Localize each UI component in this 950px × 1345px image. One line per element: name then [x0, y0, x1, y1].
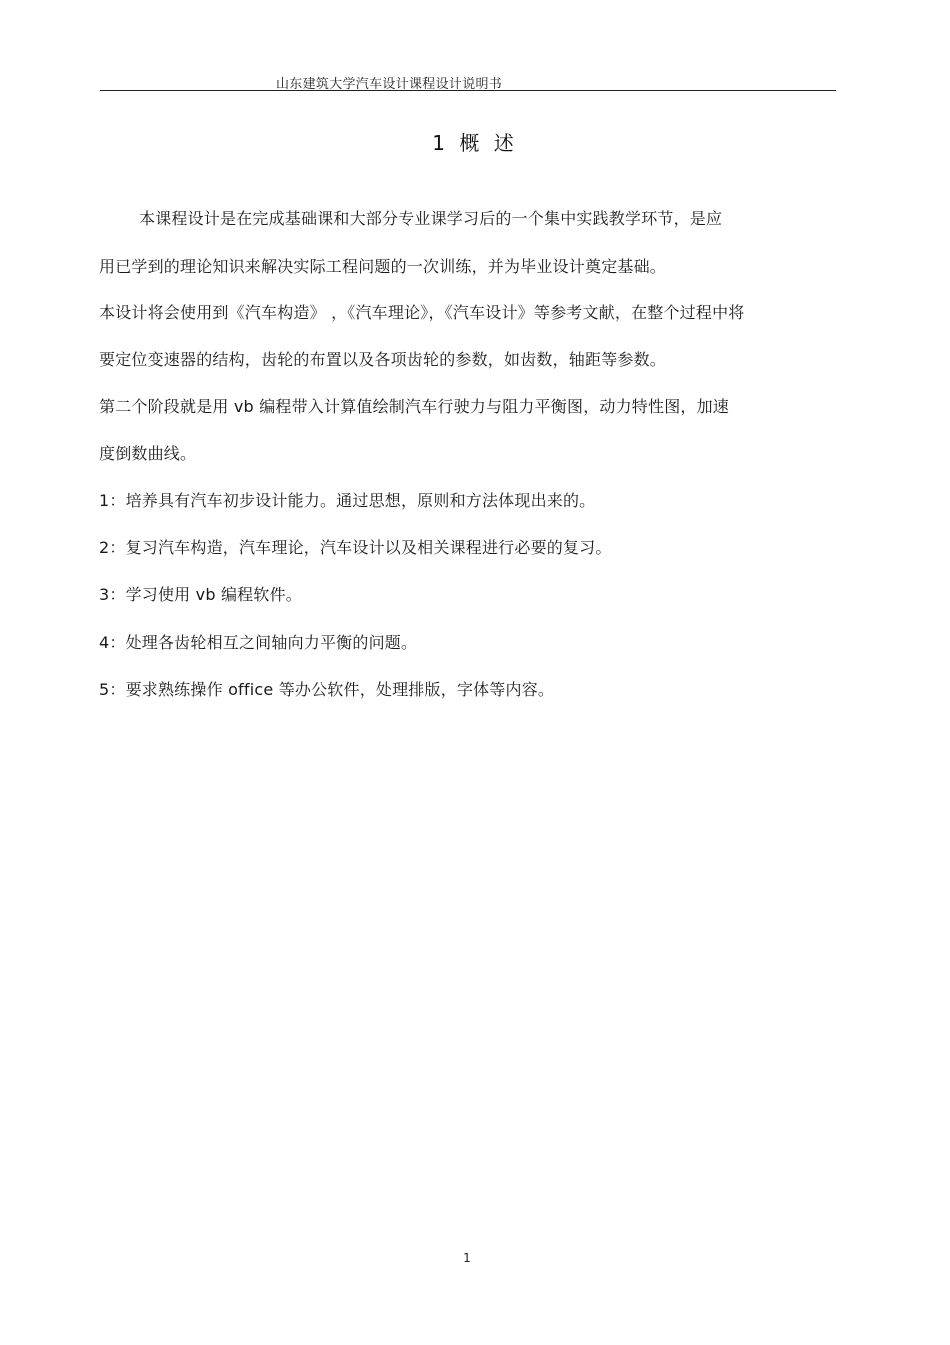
- running-header: 山东建筑大学汽车设计课程设计说明书: [276, 77, 503, 92]
- paragraph-line: 本课程设计是在完成基础课和大部分专业课学习后的一个集中实践教学环节，是应: [139, 209, 723, 228]
- list-item: 1：培养具有汽车初步设计能力。通过思想，原则和方法体现出来的。: [99, 491, 596, 510]
- page-number: 1: [463, 1251, 471, 1265]
- header-rule: [100, 90, 836, 91]
- paragraph-line: 用已学到的理论知识来解决实际工程问题的一次训练，并为毕业设计奠定基础。: [99, 257, 667, 276]
- list-item: 3：学习使用 vb 编程软件。: [99, 585, 302, 604]
- paragraph-line: 度倒数曲线。: [99, 444, 197, 463]
- list-item: 5：要求熟练操作 office 等办公软件，处理排版，字体等内容。: [99, 680, 555, 699]
- list-item: 2：复习汽车构造，汽车理论，汽车设计以及相关课程进行必要的复习。: [99, 538, 612, 557]
- paragraph-line: 要定位变速器的结构，齿轮的布置以及各项齿轮的参数，如齿数，轴距等参数。: [99, 350, 667, 369]
- section-title: 1 概 述: [432, 131, 518, 155]
- paragraph-line: 第二个阶段就是用 vb 编程带入计算值绘制汽车行驶力与阻力平衡图，动力特性图，加速: [99, 397, 729, 416]
- paragraph-line: 本设计将会使用到《汽车构造》 ，《汽车理论》，《汽车设计》等参考文献，在整个过程中将: [99, 303, 745, 322]
- list-item: 4：处理各齿轮相互之间轴向力平衡的问题。: [99, 633, 418, 652]
